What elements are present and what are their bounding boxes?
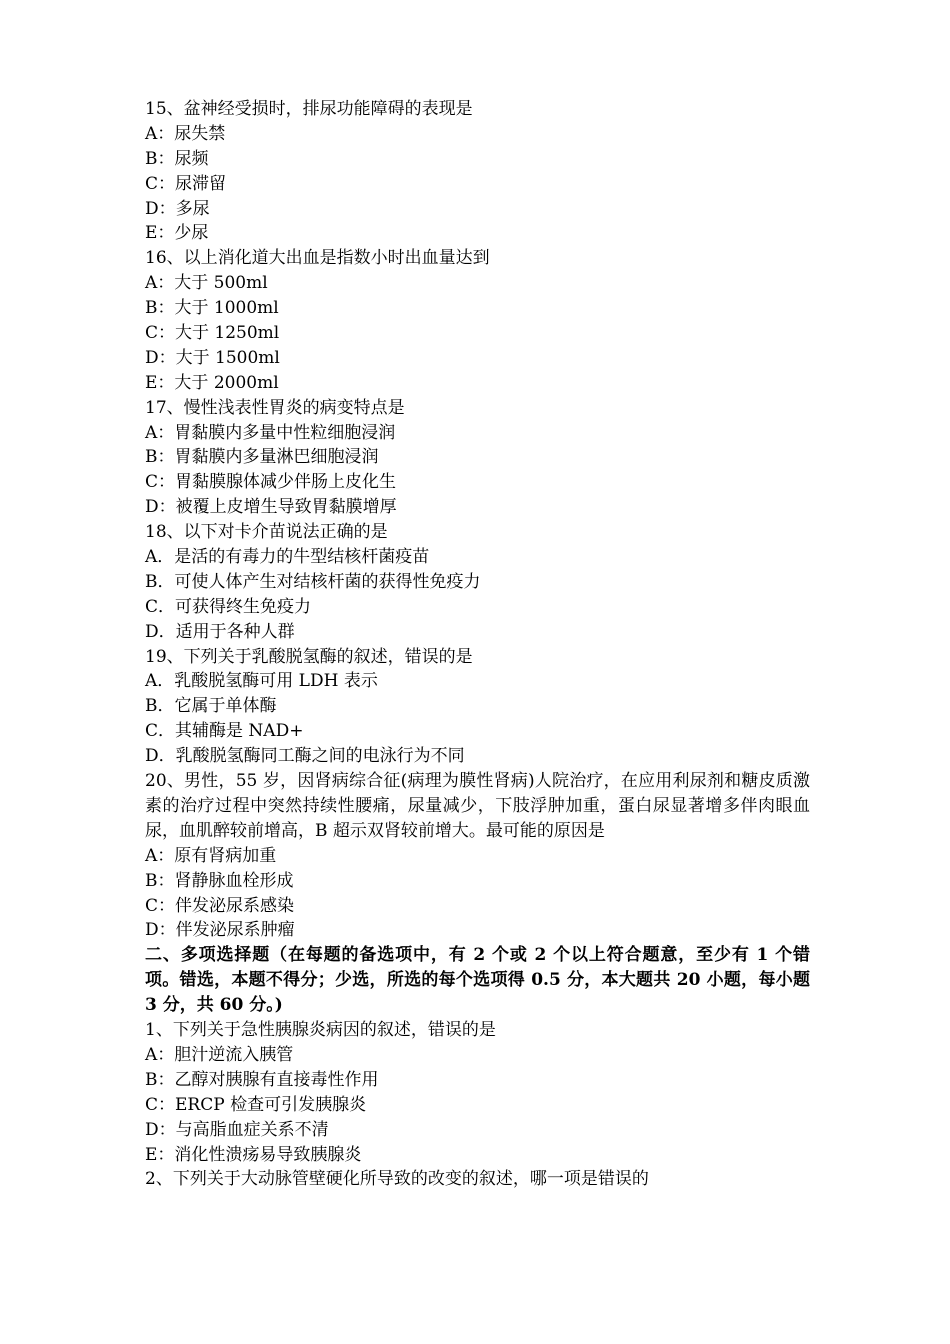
option: A．乳酸脱氢酶可用 LDH 表示 [145,671,378,692]
option: A：胆汁逆流入胰管 [145,1044,294,1065]
option: D：多尿 [145,198,210,219]
option: D：伴发泌尿系肿瘤 [145,920,295,941]
option: A．是活的有毒力的牛型结核杆菌疫苗 [145,547,430,568]
question-stem: 15、盆神经受损时，排尿功能障碍的表现是 [145,99,473,119]
question-stem: 20、男性，55 岁，因肾病综合征(病理为膜性肾病)人院治疗，在应用利尿剂和糖皮质激素的治疗过程中突然持续性腰痛，尿量减少，下肢浮肿加重，蛋白尿显著增多伴肉眼血尿，血肌醉较前增高，B 超示双肾较前增大。最可能的原因是 [145,771,810,841]
option: D．适用于各种人群 [145,621,295,642]
option: C：伴发泌尿系感染 [145,895,295,916]
option: B．可使人体产生对结核杆菌的获得性免疫力 [145,571,481,592]
option: E：大于 2000ml [145,372,279,393]
question-stem: 18、以下对卡介苗说法正确的是 [145,522,388,543]
option: B．它属于单体酶 [145,696,277,717]
option: C：ERCP 检查可引发胰腺炎 [145,1094,367,1115]
option: E：少尿 [145,223,209,244]
option: D：被覆上皮增生导致胃黏膜增厚 [145,497,397,518]
question-stem: 1、下列关于急性胰腺炎病因的叙述，错误的是 [145,1020,496,1041]
page-content [145,97,810,1192]
option: D：大于 1500ml [145,347,280,368]
option: C：大于 1250ml [145,323,280,344]
option: C．可获得终生免疫力 [145,596,312,617]
question-stem: 16、以上消化道大出血是指数小时出血量达到 [145,248,490,269]
option: B：尿频 [145,148,209,169]
option: B：乙醇对胰腺有直接毒性作用 [145,1069,379,1090]
question-stem: 2、下列关于大动脉管壁硬化所导致的改变的叙述，哪一项是错误的 [145,1169,649,1190]
option: A：尿失禁 [145,123,226,144]
option: B：胃黏膜内多量淋巴细胞浸润 [145,447,379,468]
option: C：胃黏膜腺体减少伴肠上皮化生 [145,472,397,493]
section-heading: 二、多项选择题（在每题的备选项中，有 2 个或 2 个以上符合题意，至少有 1 个错项。错选，本题不得分；少选，所选的每个选项得 0.5 分，本大题共 20 小题，每小题 3 分，共 60 分。) [145,945,810,1016]
option: A：大于 500ml [145,273,268,294]
question-stem: 19、下列关于乳酸脱氢酶的叙述，错误的是 [145,646,473,667]
question-stem: 17、慢性浅表性胃炎的病变特点是 [145,397,405,418]
option: B：肾静脉血栓形成 [145,870,294,891]
option: C．其辅酶是 NAD+ [145,721,304,742]
option: B：大于 1000ml [145,298,279,319]
option: C：尿滞留 [145,173,227,194]
option: E：消化性溃疡易导致胰腺炎 [145,1144,362,1165]
option: A：胃黏膜内多量中性粒细胞浸润 [145,422,396,443]
option: D．乳酸脱氢酶同工酶之间的电泳行为不同 [145,746,465,767]
option: D：与高脂血症关系不清 [145,1119,329,1140]
option: A：原有肾病加重 [145,845,277,866]
